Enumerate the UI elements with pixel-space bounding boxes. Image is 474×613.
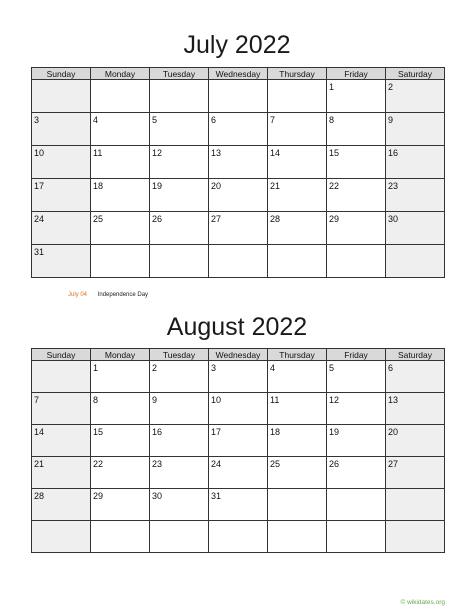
day-number: 23: [388, 181, 399, 191]
day-cell[interactable]: [209, 393, 268, 425]
day-cell[interactable]: [268, 393, 327, 425]
week-row: [32, 113, 445, 146]
weekday-header: Tuesday: [150, 68, 209, 80]
empty-day-cell[interactable]: [268, 245, 327, 278]
empty-day-cell[interactable]: [386, 245, 445, 278]
day-cell[interactable]: [209, 489, 268, 521]
day-number: 31: [34, 247, 45, 257]
day-cell[interactable]: [150, 425, 209, 457]
week-row: [32, 212, 445, 245]
day-number: [32, 361, 90, 363]
day-number: 13: [388, 395, 399, 405]
weekday-header: Sunday: [32, 68, 91, 80]
day-number: [32, 521, 90, 523]
day-number: [150, 245, 208, 247]
day-number: 6: [388, 363, 394, 373]
week-row: [32, 80, 445, 113]
day-number: 5: [329, 363, 335, 373]
empty-day-cell[interactable]: [327, 245, 386, 278]
day-number: 22: [329, 181, 340, 191]
day-number: [268, 80, 326, 82]
day-cell[interactable]: [268, 425, 327, 457]
empty-day-cell[interactable]: [268, 521, 327, 553]
day-number: 9: [388, 115, 394, 125]
day-cell[interactable]: [32, 179, 91, 212]
day-number: 18: [93, 181, 104, 191]
day-cell[interactable]: [209, 457, 268, 489]
empty-day-cell[interactable]: [32, 80, 91, 113]
day-cell[interactable]: [268, 113, 327, 146]
empty-day-cell[interactable]: [150, 80, 209, 113]
calendar-body: [32, 80, 445, 278]
day-number: 7: [270, 115, 276, 125]
day-cell[interactable]: [268, 179, 327, 212]
day-number: [209, 521, 267, 523]
day-number: [32, 80, 90, 82]
calendar-grid-july: [31, 67, 445, 278]
day-number: [268, 245, 326, 247]
day-cell[interactable]: [91, 457, 150, 489]
day-number: [91, 521, 149, 523]
day-number: 18: [270, 427, 281, 437]
day-cell[interactable]: [91, 179, 150, 212]
weekday-header: Friday: [327, 68, 386, 80]
day-number: [327, 489, 385, 491]
day-cell[interactable]: [209, 146, 268, 179]
day-cell[interactable]: [32, 113, 91, 146]
weekday-header: Sunday: [32, 349, 91, 361]
day-number: 14: [270, 148, 281, 158]
day-cell[interactable]: [32, 212, 91, 245]
empty-day-cell[interactable]: [268, 80, 327, 113]
day-number: [327, 245, 385, 247]
day-number: [150, 521, 208, 523]
day-cell[interactable]: [327, 425, 386, 457]
day-cell[interactable]: [150, 457, 209, 489]
weekday-header-row: [32, 349, 445, 361]
week-row: [32, 489, 445, 521]
day-cell[interactable]: [150, 489, 209, 521]
day-cell[interactable]: [209, 179, 268, 212]
day-cell[interactable]: [209, 113, 268, 146]
empty-day-cell[interactable]: [209, 245, 268, 278]
day-cell[interactable]: [91, 361, 150, 393]
day-cell[interactable]: [150, 113, 209, 146]
day-number: 19: [152, 181, 163, 191]
day-number: 26: [329, 459, 340, 469]
day-number: [268, 521, 326, 523]
empty-day-cell[interactable]: [386, 521, 445, 553]
day-number: 4: [270, 363, 276, 373]
day-cell[interactable]: [91, 113, 150, 146]
empty-day-cell[interactable]: [32, 361, 91, 393]
day-cell[interactable]: [150, 179, 209, 212]
day-number: 22: [93, 459, 104, 469]
weekday-header: Wednesday: [209, 349, 268, 361]
day-number: 19: [329, 427, 340, 437]
day-number: 17: [34, 181, 45, 191]
day-number: 14: [34, 427, 45, 437]
day-cell[interactable]: [327, 361, 386, 393]
day-cell[interactable]: [268, 146, 327, 179]
day-number: 26: [152, 214, 163, 224]
day-number: 16: [388, 148, 399, 158]
day-cell[interactable]: [327, 113, 386, 146]
day-number: 6: [211, 115, 217, 125]
day-number: 2: [152, 363, 158, 373]
day-number: 31: [211, 491, 222, 501]
day-cell[interactable]: [268, 361, 327, 393]
day-number: 12: [329, 395, 340, 405]
empty-day-cell[interactable]: [327, 489, 386, 521]
day-number: 3: [211, 363, 217, 373]
day-number: 20: [388, 427, 399, 437]
day-cell[interactable]: [91, 425, 150, 457]
empty-day-cell[interactable]: [32, 521, 91, 553]
day-number: [150, 80, 208, 82]
day-cell[interactable]: [150, 212, 209, 245]
day-cell[interactable]: [386, 457, 445, 489]
day-cell[interactable]: [32, 245, 91, 278]
day-cell[interactable]: [327, 146, 386, 179]
day-number: 28: [270, 214, 281, 224]
weekday-header: Wednesday: [209, 68, 268, 80]
day-number: 17: [211, 427, 222, 437]
week-row: [32, 361, 445, 393]
day-cell[interactable]: [209, 361, 268, 393]
day-number: 1: [329, 82, 335, 92]
day-number: [386, 521, 444, 523]
day-cell[interactable]: [327, 393, 386, 425]
day-cell[interactable]: [386, 146, 445, 179]
day-cell[interactable]: [32, 457, 91, 489]
day-cell[interactable]: [327, 457, 386, 489]
weekday-header: Monday: [91, 349, 150, 361]
empty-day-cell[interactable]: [386, 489, 445, 521]
day-number: 29: [93, 491, 104, 501]
day-cell[interactable]: [327, 179, 386, 212]
empty-day-cell[interactable]: [327, 521, 386, 553]
day-cell[interactable]: [91, 393, 150, 425]
day-number: 27: [211, 214, 222, 224]
day-number: [91, 80, 149, 82]
day-number: 15: [93, 427, 104, 437]
day-number: 4: [93, 115, 99, 125]
month-title-july: July 2022: [183, 31, 291, 59]
day-number: [386, 245, 444, 247]
day-cell[interactable]: [386, 393, 445, 425]
empty-day-cell[interactable]: [91, 245, 150, 278]
day-number: 3: [34, 115, 40, 125]
day-cell[interactable]: [150, 361, 209, 393]
day-number: 25: [93, 214, 104, 224]
empty-day-cell[interactable]: [209, 80, 268, 113]
week-row: [32, 393, 445, 425]
weekday-header: Saturday: [386, 349, 445, 361]
day-number: 24: [34, 214, 45, 224]
day-cell[interactable]: [386, 179, 445, 212]
day-number: [91, 245, 149, 247]
day-number: 11: [93, 148, 103, 158]
week-row: [32, 146, 445, 179]
day-number: 25: [270, 459, 281, 469]
day-number: [209, 80, 267, 82]
day-number: 21: [270, 181, 281, 191]
day-cell[interactable]: [386, 113, 445, 146]
day-number: 24: [211, 459, 222, 469]
day-cell[interactable]: [209, 425, 268, 457]
day-number: [327, 521, 385, 523]
day-number: 30: [152, 491, 163, 501]
week-row: [32, 245, 445, 278]
day-cell[interactable]: [91, 212, 150, 245]
day-number: [209, 245, 267, 247]
weekday-header: Tuesday: [150, 349, 209, 361]
empty-day-cell[interactable]: [150, 521, 209, 553]
day-number: 15: [329, 148, 340, 158]
calendar-grid-august: [31, 348, 445, 553]
day-cell[interactable]: [386, 425, 445, 457]
day-number: 12: [152, 148, 163, 158]
holiday-name: Independence Day: [97, 292, 149, 298]
wikidates-brand[interactable]: © wikidates.org: [400, 599, 445, 606]
day-number: 1: [93, 363, 99, 373]
day-number: [386, 489, 444, 491]
day-cell[interactable]: [32, 489, 91, 521]
holiday-list: [68, 291, 148, 299]
day-cell[interactable]: [209, 212, 268, 245]
day-cell[interactable]: [386, 80, 445, 113]
day-cell[interactable]: [91, 146, 150, 179]
day-number: 10: [34, 148, 45, 158]
weekday-header: Saturday: [386, 68, 445, 80]
day-number: 21: [34, 459, 45, 469]
day-number: 27: [388, 459, 399, 469]
week-row: [32, 179, 445, 212]
empty-day-cell[interactable]: [91, 521, 150, 553]
day-number: 28: [34, 491, 45, 501]
day-cell[interactable]: [268, 212, 327, 245]
day-number: 7: [34, 395, 40, 405]
day-cell[interactable]: [327, 80, 386, 113]
holiday-date: July 04: [68, 292, 88, 298]
day-number: 2: [388, 82, 394, 92]
weekday-header-row: [32, 68, 445, 80]
day-number: 29: [329, 214, 340, 224]
empty-day-cell[interactable]: [209, 521, 268, 553]
day-number: 20: [211, 181, 222, 191]
day-cell[interactable]: [32, 393, 91, 425]
day-cell[interactable]: [150, 393, 209, 425]
day-number: 30: [388, 214, 399, 224]
day-number: 13: [211, 148, 222, 158]
day-cell[interactable]: [32, 146, 91, 179]
weekday-header: Thursday: [268, 68, 327, 80]
day-number: 8: [329, 115, 335, 125]
day-number: 10: [211, 395, 222, 405]
day-cell[interactable]: [327, 212, 386, 245]
week-row: [32, 457, 445, 489]
day-number: 9: [152, 395, 158, 405]
day-cell[interactable]: [150, 146, 209, 179]
weekday-header: Monday: [91, 68, 150, 80]
day-cell[interactable]: [268, 457, 327, 489]
week-row: [32, 521, 445, 553]
day-number: [268, 489, 326, 491]
empty-day-cell[interactable]: [268, 489, 327, 521]
day-number: 8: [93, 395, 99, 405]
day-number: 5: [152, 115, 158, 125]
weekday-header: Thursday: [268, 349, 327, 361]
day-cell[interactable]: [386, 361, 445, 393]
calendar-body: [32, 361, 445, 553]
day-number: 11: [270, 395, 280, 405]
week-row: [32, 425, 445, 457]
empty-day-cell[interactable]: [91, 80, 150, 113]
day-cell[interactable]: [91, 489, 150, 521]
empty-day-cell[interactable]: [150, 245, 209, 278]
month-title-august: August 2022: [166, 313, 308, 341]
day-cell[interactable]: [32, 425, 91, 457]
day-number: 23: [152, 459, 163, 469]
weekday-header: Friday: [327, 349, 386, 361]
day-number: 16: [152, 427, 163, 437]
day-cell[interactable]: [386, 212, 445, 245]
